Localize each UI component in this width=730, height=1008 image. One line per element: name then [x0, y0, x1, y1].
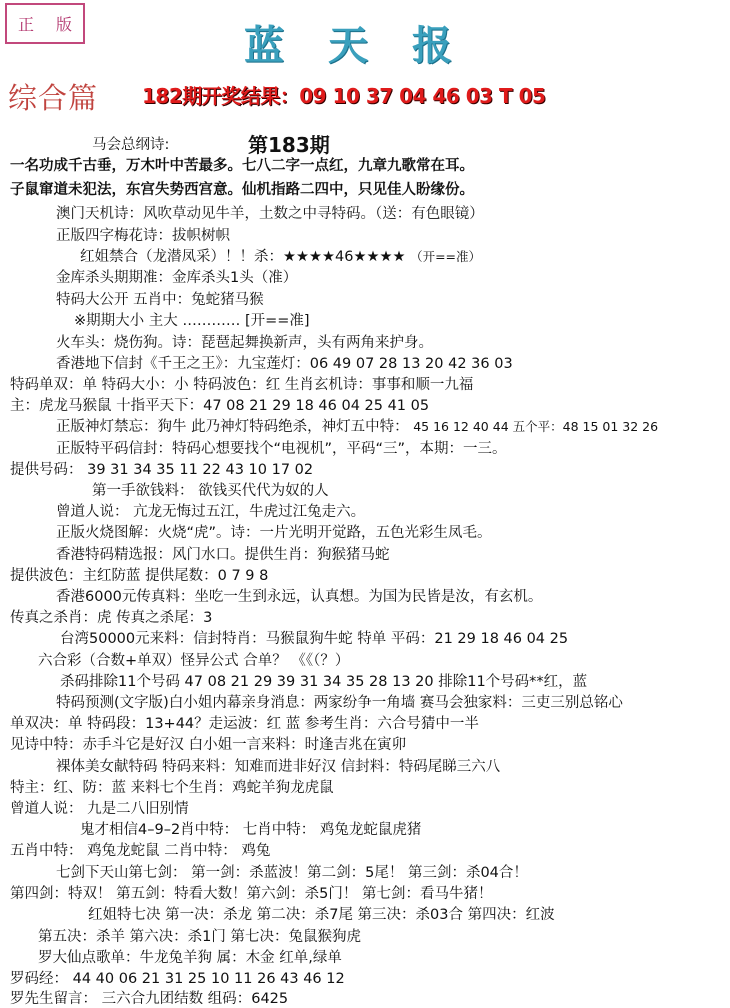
text-segment: 红姐禁合（龙潜凤采）！！杀：★★★★46★★★★ — [80, 249, 406, 265]
text-line: 罗大仙点歌单：牛龙兔羊狗 属：木金 红单,绿单 — [38, 950, 342, 966]
text-line: 第一手欲钱料： 欲钱买代代为奴的人 — [92, 483, 329, 499]
text-line: 鬼才相信4–9–2肖中特： 七肖中特： 鸡兔龙蛇鼠虎猪 — [80, 822, 422, 838]
text-line: 红姐特七决 第一决：杀龙 第二决：杀7尾 第三决：杀03合 第四决：红波 — [88, 907, 555, 923]
text-line — [56, 418, 658, 436]
text-line: 单双决：单 特码段：13+44？走运波：红 蓝 参考生肖：六合号猜中一半 — [10, 716, 479, 732]
text-line — [80, 248, 481, 266]
text-line: 第五决：杀羊 第六决：杀1门 第七决：兔鼠猴狗虎 — [38, 929, 361, 945]
newspaper-title: 蓝天报 — [244, 22, 496, 69]
section-label: 综合篇 — [8, 81, 99, 115]
text-line: 曾道人说： 九是二八旧别情 — [10, 801, 189, 817]
genuine-stamp — [5, 3, 85, 44]
text-line: 七剑下天山第七剑： 第一剑：杀蓝波！第二剑：5尾！ 第三剑：杀04合！ — [56, 865, 528, 881]
text-line: 香港地下信封《千王之王》：九宝莲灯：06 49 07 28 13 20 42 36 03 — [56, 356, 513, 372]
text-line: 罗码经： 44 40 06 21 31 25 10 11 26 43 46 12 — [10, 971, 345, 987]
text-line: 金库杀头期期准：金库杀头1头（准） — [56, 270, 298, 286]
text-line: 特码单双：单 特码大小：小 特码波色：红 生肖玄机诗：事事和顺一九福 — [10, 377, 474, 393]
text-line: 香港6000元传真料：坐吃一生到永远，认真想。为国为民皆是汝，有玄机。 — [56, 589, 543, 605]
text-line: 特码大公开 五肖中：兔蛇猪马猴 — [56, 292, 264, 308]
text-line: 提供波色：主红防蓝 提供尾数：0 7 9 8 — [10, 568, 269, 584]
text-line: 主：虎龙马猴鼠 十指平天下：47 08 21 29 18 46 04 25 41 05 — [10, 398, 430, 414]
text-line: 提供号码： 39 31 34 35 11 22 43 10 17 02 — [10, 462, 314, 478]
text-line: 火车头：烧伤狗。诗：琵琶起舞换新声，头有两角来护身。 — [56, 335, 433, 351]
text-line: 正版四字梅花诗：拔帜树帜 — [56, 228, 230, 244]
text-line: 台湾50000元来料：信封特肖：马猴鼠狗牛蛇 特单 平码：21 29 18 46 04 25 — [60, 631, 569, 647]
text-line: 马会总纲诗: — [92, 137, 170, 153]
stamp-char: 正 — [17, 15, 34, 34]
text-line: 正版火烧图解：火烧“虎”。诗：一片光明开觉路，五色光彩生凤毛。 — [56, 525, 492, 541]
text-line: 正版特平码信封：特码心想要找个“电视机”，平码“三”，本期：一三。 — [56, 441, 507, 457]
text-line: 见诗中特：赤手斗它是好汉 白小姐一言来料：时逢吉兆在寅卯 — [10, 737, 407, 753]
text-line: 杀码排除11个号码 47 08 21 29 39 31 34 35 28 13 20 排除11个号码**红，蓝 — [60, 674, 588, 690]
text-line: 罗先生留言： 三六合九团结数 组码：6425 — [10, 991, 289, 1007]
text-line: 裸体美女献特码 特码来料：知难而进非好汉 信封料：特码尾睇三六八 — [56, 759, 501, 775]
stamp-char: 版 — [55, 15, 72, 34]
draw-result: 182期开奖结果：09 10 37 04 46 03 T 05 — [142, 84, 546, 108]
text-line: 香港特码精选报：风门水口。提供生肖：狗猴猪马蛇 — [56, 547, 390, 563]
text-line: 五肖中特： 鸡兔龙蛇鼠 二肖中特： 鸡兔 — [10, 843, 271, 859]
issue-number: 第183期 — [248, 133, 330, 157]
text-line: 曾道人说： 亢龙无悔过五江，牛虎过江兔走六。 — [56, 504, 366, 520]
text-line: 第四剑：特双！ 第五剑：特看大数！第六剑：杀5门！ 第七剑：看马牛猪！ — [10, 886, 493, 902]
text-line: 传真之杀肖：虎 传真之杀尾：3 — [10, 610, 213, 626]
text-line: 六合彩（合数+单双）怪异公式 合单？ 《《（？） — [38, 653, 350, 669]
text-line: 一名功成千古垂，万木叶中苦最多。七八二字一点红，九章九歌常在耳。 — [10, 158, 474, 174]
text-line: 子鼠窜道未犯法，东宫失势西宫意。仙机指路二四中，只见佳人盼缘份。 — [10, 182, 474, 198]
text-segment: 正版神灯禁忘：狗牛 此乃神灯特码绝杀，神灯五中特： — [56, 419, 409, 435]
text-segment: （开==准） — [410, 249, 482, 264]
text-line: ※期期大小 主大 ………… [开==准] — [74, 313, 310, 329]
text-segment: 45 16 12 40 44 五个平：48 15 01 32 26 — [413, 419, 659, 434]
text-line: 特码预测(文字版)白小姐内幕亲身消息：两家纷争一角墙 赛马会独家料：三吏三别总铭心 — [56, 695, 623, 711]
text-line: 特主：红、防：蓝 来料七个生肖：鸡蛇羊狗龙虎鼠 — [10, 780, 334, 796]
text-line: 澳门天机诗：风吹草动见牛羊，土数之中寻特码。（送：有色眼镜） — [56, 206, 484, 222]
